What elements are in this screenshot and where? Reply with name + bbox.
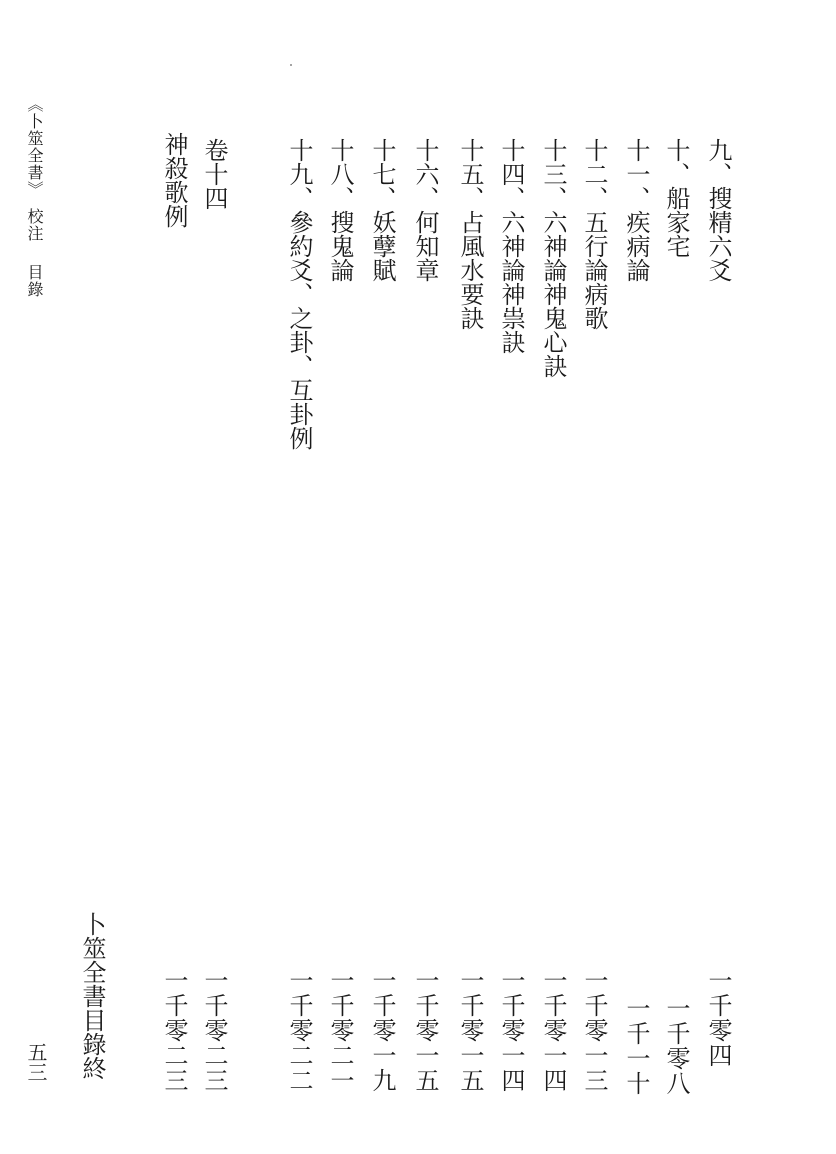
toc-entry: 十六、何知章 [411,138,439,282]
scan-speck [290,64,292,66]
end-note: 卜筮全書目錄終 [78,912,106,1080]
toc-entry: 十八、搜鬼論 [326,138,354,282]
page-number: 一千零一九 [368,968,396,1093]
toc-entry: 十一、疾病論 [622,138,650,282]
volume-heading: 卷十四 [200,138,228,210]
toc-entry: 十、船家宅 [662,138,690,258]
page-number: 一千零八 [662,996,690,1096]
running-header-section: 目錄 [25,264,44,298]
page-number: 一千零一三 [580,968,608,1093]
volume-page-number: 一千零二三 [200,968,228,1093]
running-header [26,96,42,298]
page-number: 一千零一四 [497,968,525,1093]
page-number: 一千零一四 [539,968,567,1093]
page-number: 一千一十 [622,996,650,1096]
folio: 五三 [24,1042,48,1082]
toc-entry: 十二、五行論病歌 [580,138,608,330]
page-number: 一千零一五 [411,968,439,1093]
toc-entry: 十三、六神論神鬼心訣 [539,138,567,378]
toc-entry: 十七、妖孽賦 [368,138,396,282]
toc-entry: 十四、六神論神祟訣 [497,138,525,354]
volume-entry-page-number: 一千零二三 [160,968,188,1093]
page-number: 一千零四 [704,968,732,1068]
page-number: 一千零二二 [285,968,313,1093]
page-number: 一千零二一 [326,968,354,1093]
toc-entry: 九、搜精六爻 [704,138,732,282]
volume-entry: 神殺歌例 [160,132,188,228]
toc-entry: 十五、占風水要訣 [456,138,484,330]
toc-entry: 十九、參約爻、之卦、互卦例 [285,138,313,450]
running-header-book: 《卜筮全書》 [25,96,44,198]
page-number: 一千零一五 [456,968,484,1093]
running-header-role: 校注 [25,208,44,242]
